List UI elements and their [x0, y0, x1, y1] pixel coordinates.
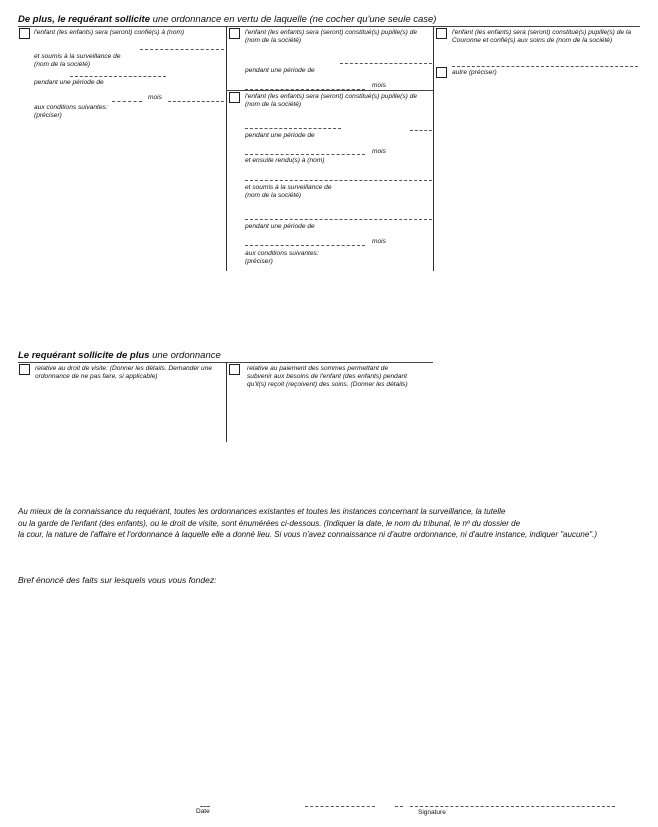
col2b-months2-line[interactable] [245, 245, 365, 246]
col2b-society-label: (nom de la société) [245, 192, 302, 199]
section1-heading-bold: De plus, le requérant sollicite [18, 14, 150, 25]
col2b-period: pendant une période de [245, 132, 315, 139]
signature-label: Signature [418, 809, 446, 816]
col2b-mois2: mois [372, 238, 386, 245]
col2a-society-line[interactable] [340, 63, 432, 64]
option-paiement-label: relative au paiement des sommes permettant de subvenir aux besoins de l'enfant (des enfants) pendant qu'il(s) reçoit (reçoivent) des soins. (Donner les détails) [247, 365, 408, 388]
option-droit-visite-checkbox[interactable] [19, 364, 30, 375]
col1-preciser: (préciser) [34, 112, 62, 119]
col1-supervision: et soumis à la surveillance de [34, 53, 121, 60]
paragraph-line-1: Au mieux de la connaissance du requérant, toutes les ordonnances existantes et toutes les instances concernant la surveillance, la tutelle [18, 507, 506, 516]
signature-line[interactable] [410, 806, 615, 807]
col2a-period: pendant une période de [245, 67, 315, 74]
facts-label: Bref énoncé des faits sur lesquels vous vous fondez: [18, 575, 217, 585]
option-pupille-temp-checkbox[interactable] [229, 28, 240, 39]
option-pupille-returned-checkbox[interactable] [229, 92, 240, 103]
col2b-period2: pendant une période de [245, 223, 315, 230]
option-confie-checkbox[interactable] [19, 28, 30, 39]
col2b-conditions: aux conditions suivantes: [245, 250, 319, 257]
paragraph-line-2: ou la garde de l'enfant (des enfants), ou le droit de visite, sont énumérées ci-dessous. (Indiquer la date, le nom du tribunal, le nº du dossier de [18, 518, 521, 528]
col2b-supervision: et soumis à la surveillance de [245, 184, 332, 191]
section2-divider [226, 362, 227, 442]
date-line[interactable] [305, 806, 375, 807]
option-paiement-checkbox[interactable] [229, 364, 240, 375]
option-pupille-returned-label: l'enfant (les enfants) sera (seront) constitué(s) pupille(s) de (nom de la société) [245, 93, 418, 108]
col1-months-line[interactable] [112, 101, 142, 102]
option-droit-visite-label: relative au droit de visite: (Donner les détails. Demander une ordonnance de ne pas faire, si applicable) [35, 365, 213, 380]
col1-society-line[interactable] [70, 76, 166, 77]
col2b-society-line[interactable] [245, 128, 341, 129]
col1-months-line-2[interactable] [168, 101, 224, 102]
option-couronne-label: l'enfant (les enfants) sera (seront) constitué(s) pupille(s) de la Couronne et confié(s) aux soins de (nom de la société) [452, 29, 632, 44]
col1-period: pendant une période de [34, 79, 104, 86]
col2b-mois: mois [372, 148, 386, 155]
col3-society-line[interactable] [452, 66, 638, 67]
col1-society-label: (nom de la société) [34, 61, 91, 68]
section1-heading-rest: une ordonnance en vertu de laquelle (ne cocher qu'une seule case) [152, 14, 437, 25]
option-pupille-temp-label: l'enfant (les enfants) sera (seront) constitué(s) pupille(s) de (nom de la société) [245, 29, 418, 44]
section2-heading-bold: Le requérant sollicite de plus [18, 350, 150, 361]
option-autre-checkbox[interactable] [436, 67, 447, 78]
date-label: Date [196, 808, 210, 815]
col2-separator [226, 90, 433, 91]
col2b-preciser: (préciser) [245, 258, 273, 265]
section1-divider-1 [226, 26, 227, 271]
col2b-returned: et ensuite rendu(s) à (nom) [245, 157, 325, 164]
option-confie-label: l'enfant (les enfants) sera (seront) confié(s) à (nom) [34, 29, 185, 36]
signature-line-start[interactable] [395, 806, 403, 807]
name-line[interactable] [140, 49, 224, 50]
col2b-months-line[interactable] [245, 154, 365, 155]
col2b-returned-line[interactable] [245, 180, 432, 181]
existing-orders-paragraph [18, 506, 648, 541]
col2a-mois: mois [372, 82, 386, 89]
col2b-society-line-end[interactable] [410, 130, 432, 131]
section1-divider-2 [433, 26, 434, 271]
date-line-start[interactable] [200, 806, 210, 807]
section2-heading-rest: une ordonnance [152, 350, 221, 361]
section2-heading [18, 350, 221, 361]
section1-top-rule [18, 26, 640, 27]
section1-heading [18, 14, 436, 25]
paragraph-line-3: la cour, la nature de l'affaire et l'ordonnance à laquelle elle a donné lieu. Si vous n'avez connaissance ni d'autre ordonnance, ni d'autre instance, indiquer "aucune".) [18, 530, 598, 539]
option-couronne-checkbox[interactable] [436, 28, 447, 39]
col2b-supervision-line[interactable] [245, 219, 432, 220]
col2a-months-line[interactable] [245, 89, 365, 90]
col1-mois: mois [148, 94, 162, 101]
option-autre-label: autre (préciser) [452, 69, 497, 76]
col1-conditions: aux conditions suivantes: [34, 104, 108, 111]
